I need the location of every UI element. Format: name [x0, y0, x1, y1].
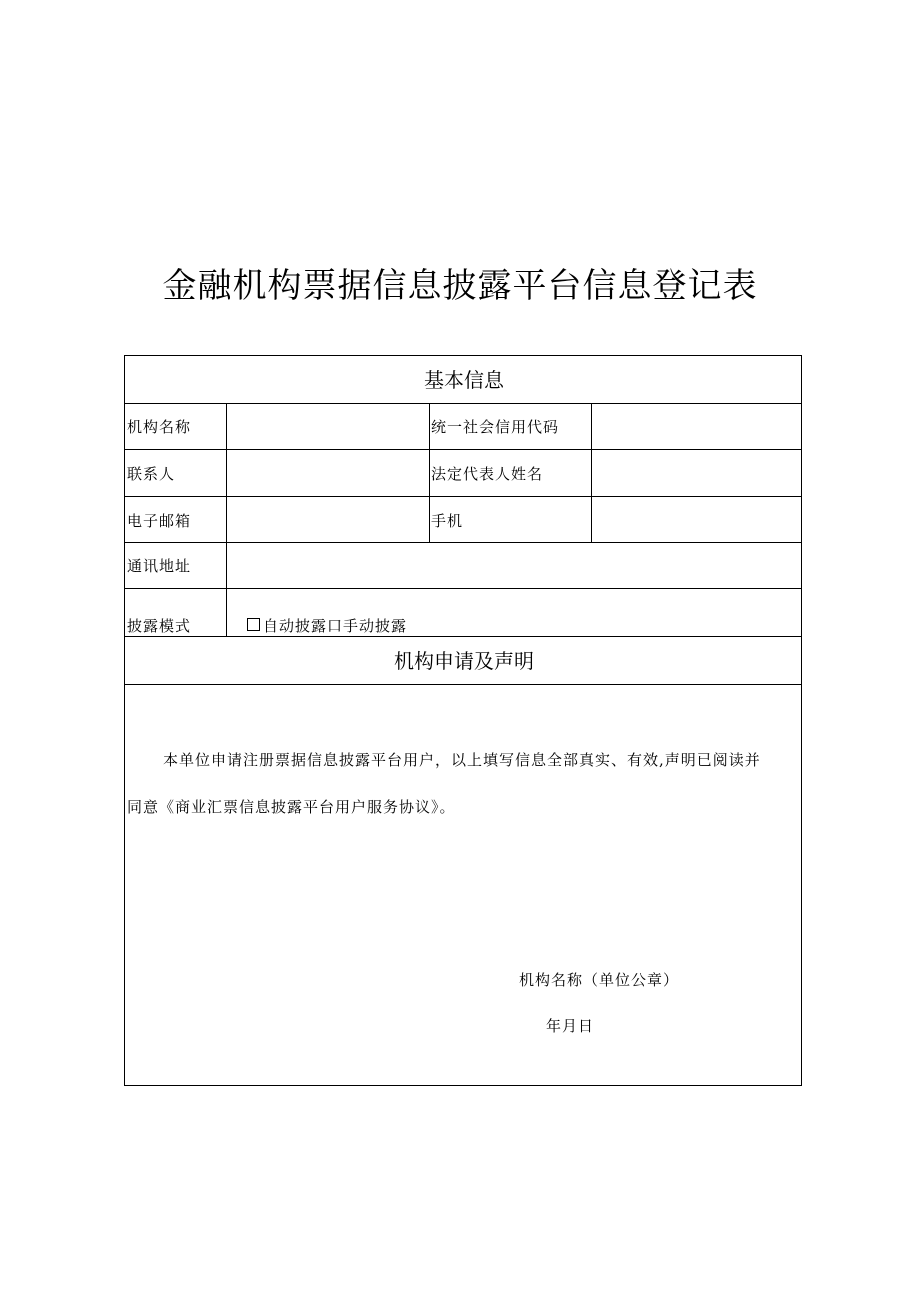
date-label: 年月日: [546, 1017, 595, 1035]
basic-info-heading: 基本信息: [424, 368, 504, 392]
email-field[interactable]: [227, 497, 429, 542]
mobile-label: 手机: [431, 512, 464, 530]
contact-label: 联系人: [127, 465, 176, 483]
mobile-field[interactable]: [592, 497, 801, 542]
credit-code-field[interactable]: [592, 404, 801, 449]
email-label: 电子邮箱: [127, 512, 192, 530]
row-divider: [125, 684, 801, 685]
disclosure-mode-label: 披露模式: [127, 617, 192, 635]
column-divider: [429, 403, 430, 542]
auto-disclosure-checkbox[interactable]: [247, 618, 260, 631]
disclosure-options-text: 自动披露口手动披露: [263, 617, 408, 635]
address-field[interactable]: [227, 543, 801, 588]
address-label: 通讯地址: [127, 557, 192, 575]
seal-label: 机构名称（单位公章）: [519, 971, 680, 989]
form-title: 金融机构票据信息披露平台信息登记表: [162, 266, 758, 306]
statement-line-2: 同意《商业汇票信息披露平台用户服务协议》。: [127, 798, 456, 816]
registration-form-table: [124, 355, 802, 1086]
contact-field[interactable]: [227, 450, 429, 496]
statement-line-1: 本单位申请注册票据信息披露平台用户，以上填写信息全部真实、有效,声明已阅读并: [163, 751, 761, 769]
institution-name-field[interactable]: [227, 404, 429, 449]
legal-rep-label: 法定代表人姓名: [431, 465, 544, 483]
credit-code-label: 统一社会信用代码: [431, 418, 560, 436]
application-heading: 机构申请及声明: [394, 649, 534, 673]
institution-name-label: 机构名称: [127, 418, 192, 436]
legal-rep-field[interactable]: [592, 450, 801, 496]
row-divider: [125, 636, 801, 637]
